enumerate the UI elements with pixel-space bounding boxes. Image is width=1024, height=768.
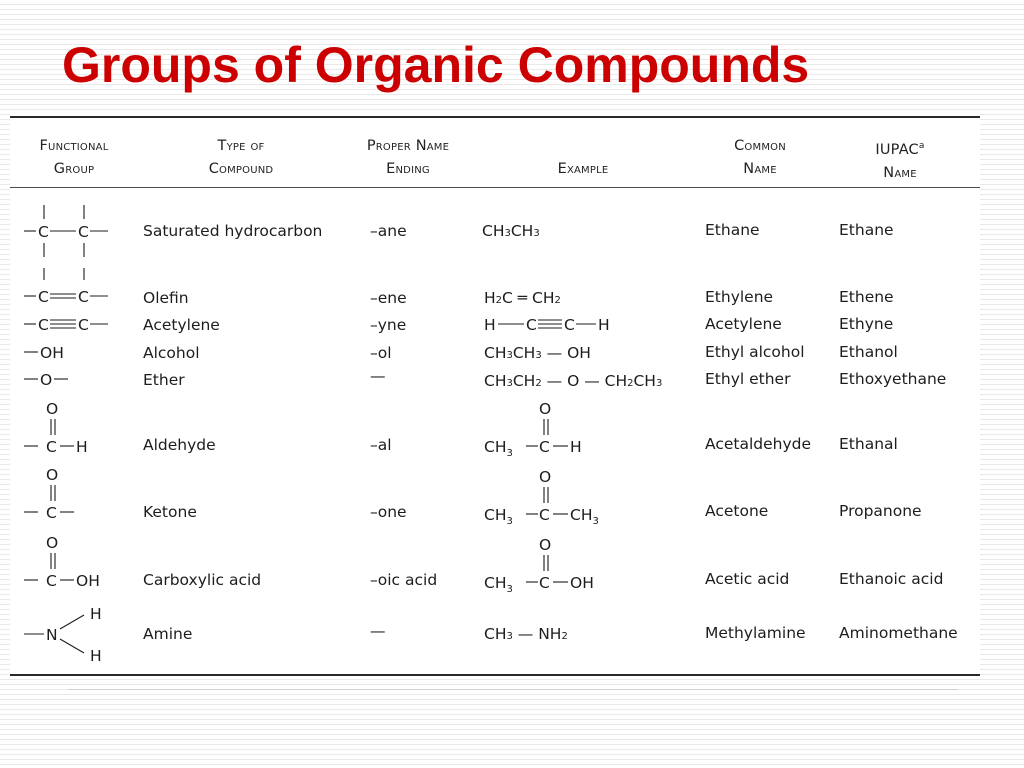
- common-name-cell: Ethylene: [705, 288, 774, 306]
- svg-text:H: H: [90, 647, 102, 665]
- common-name-cell: Methylamine: [705, 624, 806, 642]
- type-cell: Amine: [143, 625, 193, 643]
- header-line: Compound: [208, 161, 274, 177]
- svg-text:O: O: [539, 400, 552, 418]
- header-line: Name: [883, 165, 917, 181]
- iupac-name-cell: Ethanoic acid: [839, 570, 944, 588]
- svg-text:C: C: [78, 288, 89, 306]
- iupac-name-cell: Ethyne: [839, 315, 894, 333]
- svg-text:H: H: [90, 605, 102, 623]
- example-acetic-acid: [484, 533, 624, 593]
- ending-cell: –oic acid: [370, 571, 438, 589]
- common-name-cell: Acetaldehyde: [705, 435, 812, 453]
- svg-text:C: C: [46, 504, 57, 522]
- svg-text:O: O: [46, 400, 59, 418]
- svg-text:O: O: [539, 468, 552, 486]
- footnote-marker: a: [918, 141, 925, 151]
- svg-text:H: H: [598, 316, 610, 334]
- header-line: Example: [557, 161, 609, 177]
- functional-group-ketone: [24, 463, 124, 523]
- ending-cell: –ene: [370, 289, 407, 307]
- iupac-name-cell: Ethoxyethane: [839, 370, 947, 388]
- table-bottom-rule: [10, 674, 980, 676]
- ending-cell: –ol: [370, 344, 392, 362]
- type-cell: Ether: [143, 371, 185, 389]
- svg-text:C: C: [38, 223, 49, 241]
- svg-text:OH: OH: [570, 574, 594, 592]
- type-cell: Olefin: [143, 289, 189, 307]
- example-ethylene: H2C ═ CH2: [484, 289, 561, 307]
- iupac-name-cell: Ethene: [839, 288, 894, 306]
- type-cell: Alcohol: [143, 344, 200, 362]
- ending-cell: –one: [370, 503, 407, 521]
- svg-text:C: C: [38, 316, 49, 334]
- example-acetylene: [484, 313, 624, 337]
- svg-text:CH3: $CH_3$: [484, 506, 513, 527]
- type-cell: Saturated hydrocarbon: [143, 222, 323, 240]
- svg-text:C: C: [78, 316, 89, 334]
- svg-text:C: C: [539, 506, 550, 524]
- header-rule: [10, 187, 980, 188]
- ending-cell: –ane: [370, 222, 407, 240]
- compound-table: [10, 113, 980, 676]
- ending-cell: —: [370, 367, 386, 385]
- functional-group-hydroxyl: [24, 341, 124, 365]
- header-line: Common: [734, 138, 786, 154]
- svg-text:C: C: [46, 572, 57, 590]
- type-cell: Carboxylic acid: [143, 571, 262, 589]
- functional-group-amine: [24, 603, 124, 663]
- header-line: Proper Name: [366, 138, 450, 154]
- header-line: Ending: [386, 161, 430, 177]
- iupac-name-cell: Propanone: [839, 502, 922, 520]
- header-iupac-name: [860, 135, 940, 185]
- header-line: Name: [743, 161, 777, 177]
- type-cell: Acetylene: [143, 316, 220, 334]
- svg-text:C: C: [564, 316, 575, 334]
- svg-text:CH3: $CH_3$: [484, 438, 513, 459]
- example-acetaldehyde: [484, 397, 614, 457]
- functional-group-carboxyl: [24, 531, 124, 591]
- functional-group-aldehyde: [24, 397, 124, 457]
- header-line: Type of: [217, 138, 265, 154]
- header-type-of-compound: [182, 135, 300, 181]
- svg-text:O: O: [46, 466, 59, 484]
- svg-text:C: C: [46, 438, 57, 456]
- header-line: IUPAC$^a$: [875, 141, 925, 158]
- common-name-cell: Ethane: [705, 221, 760, 239]
- svg-text:C: C: [78, 223, 89, 241]
- svg-text:C: C: [38, 288, 49, 306]
- common-name-cell: Ethyl ether: [705, 370, 791, 388]
- svg-text:OH: OH: [40, 344, 64, 362]
- ending-cell: –al: [370, 436, 392, 454]
- example-acetone: [484, 465, 624, 525]
- svg-text:CH3: $CH_3$: [570, 506, 599, 527]
- common-name-cell: Acetic acid: [705, 570, 790, 588]
- svg-text:O: O: [539, 536, 552, 554]
- type-cell: Aldehyde: [143, 436, 216, 454]
- svg-text:C: C: [526, 316, 537, 334]
- svg-text:H: H: [484, 316, 496, 334]
- common-name-cell: Ethyl alcohol: [705, 343, 805, 361]
- svg-text:C: C: [539, 574, 550, 592]
- functional-group-ether: [24, 368, 124, 392]
- example-ethyl-alcohol: CH3CH3 — OH: [484, 344, 591, 362]
- svg-text:H: H: [570, 438, 582, 456]
- header-line: Functional: [39, 138, 109, 154]
- svg-text:N: N: [46, 626, 58, 644]
- header-proper-name-ending: [346, 135, 470, 181]
- header-functional-group: [18, 135, 130, 181]
- iupac-name-cell: Ethanol: [839, 343, 898, 361]
- example-ethyl-ether: CH3CH2 — O — CH2CH3: [484, 372, 663, 390]
- ending-cell: –yne: [370, 316, 407, 334]
- common-name-cell: Acetylene: [705, 315, 782, 333]
- svg-text:O: O: [46, 534, 59, 552]
- footer-divider: [68, 689, 958, 690]
- example-methylamine: CH3 — NH2: [484, 625, 568, 643]
- header-example: [540, 158, 626, 181]
- functional-group-alkane: [24, 201, 124, 261]
- example-ethane: CH3CH3: [482, 222, 540, 240]
- svg-text:CH3: $CH_3$: [484, 574, 513, 595]
- svg-text:H: H: [76, 438, 88, 456]
- header-common-name: [712, 135, 808, 181]
- svg-text:OH: OH: [76, 572, 100, 590]
- page-title: Groups of Organic Compounds: [62, 37, 810, 93]
- table-top-rule: [10, 116, 980, 118]
- iupac-name-cell: Aminomethane: [839, 624, 958, 642]
- type-cell: Ketone: [143, 503, 197, 521]
- functional-group-alkene: [24, 268, 124, 308]
- header-line: Group: [53, 161, 95, 177]
- svg-text:C: C: [539, 438, 550, 456]
- svg-text:O: O: [40, 371, 53, 389]
- ending-cell: —: [370, 622, 386, 640]
- functional-group-alkyne: [24, 313, 124, 337]
- iupac-name-cell: Ethane: [839, 221, 894, 239]
- common-name-cell: Acetone: [705, 502, 769, 520]
- iupac-name-cell: Ethanal: [839, 435, 898, 453]
